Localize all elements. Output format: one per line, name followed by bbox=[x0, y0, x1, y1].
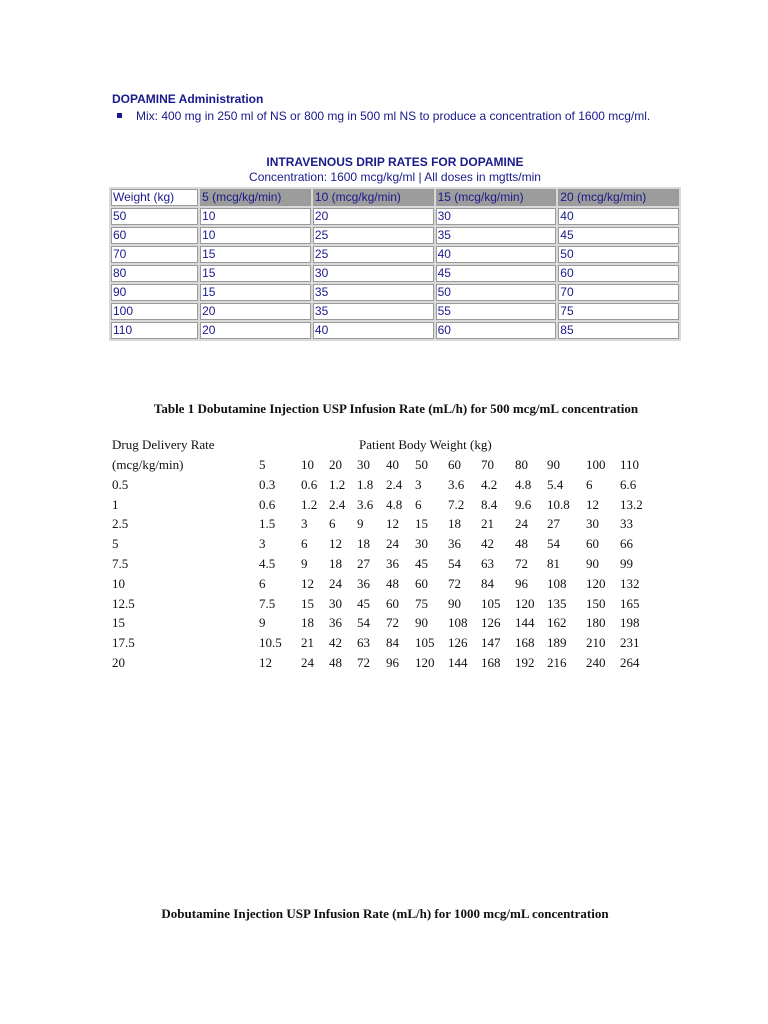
drip-table-header-row bbox=[111, 189, 679, 206]
table-cell: 0.6 bbox=[301, 476, 318, 492]
drip-cell: 110 bbox=[111, 322, 198, 339]
table-cell: 105 bbox=[415, 635, 435, 651]
table-cell: 12 bbox=[259, 654, 272, 670]
drip-header-cell: 20 (mcg/kg/min) bbox=[558, 189, 679, 206]
rate-unit-header: (mcg/kg/min) bbox=[112, 457, 184, 472]
table-cell: 90 bbox=[448, 595, 461, 611]
drip-cell: 45 bbox=[558, 227, 679, 244]
table-cell: 36 bbox=[448, 536, 461, 552]
dopamine-heading: DOPAMINE Administration bbox=[112, 92, 264, 106]
table-cell: 6 bbox=[301, 536, 308, 552]
table-cell: 50 bbox=[415, 457, 428, 472]
rate-label: 17.5 bbox=[112, 635, 135, 651]
table-cell: 99 bbox=[620, 555, 633, 571]
table-cell: 80 bbox=[515, 457, 528, 472]
table-cell: 10.8 bbox=[547, 496, 570, 512]
table-cell: 135 bbox=[547, 595, 567, 611]
drip-cell: 40 bbox=[436, 246, 557, 263]
table-cell: 60 bbox=[386, 595, 399, 611]
table-cell: 63 bbox=[357, 635, 370, 651]
table-cell: 15 bbox=[415, 516, 428, 532]
table-cell: 48 bbox=[386, 575, 399, 591]
table-cell: 189 bbox=[547, 635, 567, 651]
rate-label: 20 bbox=[112, 654, 125, 670]
table-cell: 7.5 bbox=[259, 595, 276, 611]
table-cell: 27 bbox=[357, 555, 370, 571]
table-cell: 9.6 bbox=[515, 496, 532, 512]
table-cell: 10 bbox=[301, 457, 314, 472]
table-cell: 48 bbox=[515, 536, 528, 552]
table-cell: 12 bbox=[301, 575, 314, 591]
table-cell: 110 bbox=[620, 457, 640, 472]
table-cell: 42 bbox=[481, 536, 494, 552]
drip-cell: 20 bbox=[200, 322, 311, 339]
table-row bbox=[111, 246, 679, 263]
table-cell: 30 bbox=[357, 457, 370, 472]
table-cell: 36 bbox=[329, 615, 342, 631]
table-cell: 54 bbox=[357, 615, 370, 631]
drip-cell: 20 bbox=[200, 303, 311, 320]
table-cell: 120 bbox=[586, 575, 606, 591]
drip-table-title: INTRAVENOUS DRIP RATES FOR DOPAMINE bbox=[266, 155, 524, 169]
drip-cell: 85 bbox=[558, 322, 679, 339]
table-cell: 180 bbox=[586, 615, 606, 631]
table-cell: 4.8 bbox=[515, 476, 532, 492]
table-cell: 10.5 bbox=[259, 635, 282, 651]
drip-cell: 50 bbox=[436, 284, 557, 301]
drip-cell: 70 bbox=[111, 246, 198, 263]
table-cell: 72 bbox=[448, 575, 461, 591]
table-cell: 90 bbox=[415, 615, 428, 631]
table-cell: 144 bbox=[448, 654, 468, 670]
table-cell: 18 bbox=[301, 615, 314, 631]
table-cell: 108 bbox=[448, 615, 468, 631]
drip-cell: 50 bbox=[558, 246, 679, 263]
table-cell: 24 bbox=[301, 654, 314, 670]
table-cell: 132 bbox=[620, 575, 640, 591]
table-row bbox=[111, 284, 679, 301]
drip-cell: 45 bbox=[436, 265, 557, 282]
table-row bbox=[111, 322, 679, 339]
drip-cell: 30 bbox=[313, 265, 434, 282]
table-cell: 0.6 bbox=[259, 496, 276, 512]
table-row bbox=[111, 265, 679, 282]
table-cell: 24 bbox=[515, 516, 528, 532]
table-cell: 147 bbox=[481, 635, 501, 651]
table-cell: 36 bbox=[357, 575, 370, 591]
table-cell: 216 bbox=[547, 654, 567, 670]
table-cell: 6 bbox=[586, 476, 593, 492]
rate-label: 5 bbox=[112, 536, 119, 552]
table-cell: 2.4 bbox=[329, 496, 346, 512]
drip-cell: 20 bbox=[313, 208, 434, 225]
table-cell: 45 bbox=[357, 595, 370, 611]
table-cell: 126 bbox=[481, 615, 501, 631]
table-cell: 24 bbox=[386, 536, 399, 552]
table-cell: 168 bbox=[481, 654, 501, 670]
table-cell: 12 bbox=[329, 536, 342, 552]
drip-cell: 15 bbox=[200, 265, 311, 282]
drip-cell: 50 bbox=[111, 208, 198, 225]
table-cell: 21 bbox=[481, 516, 494, 532]
table-cell: 6 bbox=[329, 516, 336, 532]
drip-cell: 70 bbox=[558, 284, 679, 301]
table-cell: 90 bbox=[547, 457, 560, 472]
table1-caption: Table 1 Dobutamine Injection USP Infusion Rate (mL/h) for 500 mcg/mL concentration bbox=[153, 401, 639, 416]
table-cell: 63 bbox=[481, 555, 494, 571]
table-cell: 54 bbox=[547, 536, 560, 552]
drip-cell: 25 bbox=[313, 227, 434, 244]
table-cell: 12 bbox=[386, 516, 399, 532]
dopamine-mix-text: Mix: 400 mg in 250 ml of NS or 800 mg in 500 ml NS to produce a concentration of 1600 mcg/ml. bbox=[136, 109, 651, 123]
table-cell: 9 bbox=[259, 615, 266, 631]
rate-label: 7.5 bbox=[112, 555, 129, 571]
table-cell: 60 bbox=[448, 457, 461, 472]
rate-label: 0.5 bbox=[112, 476, 129, 492]
table-cell: 120 bbox=[515, 595, 535, 611]
table-cell: 66 bbox=[620, 536, 633, 552]
table-cell: 3 bbox=[301, 516, 308, 532]
drip-cell: 75 bbox=[558, 303, 679, 320]
table-cell: 4.8 bbox=[386, 496, 403, 512]
table-cell: 6 bbox=[415, 496, 422, 512]
drip-cell: 35 bbox=[436, 227, 557, 244]
drip-cell: 30 bbox=[436, 208, 557, 225]
table-cell: 5.4 bbox=[547, 476, 564, 492]
drip-cell: 10 bbox=[200, 227, 311, 244]
table-cell: 7.2 bbox=[448, 496, 465, 512]
table-cell: 60 bbox=[415, 575, 428, 591]
table-row bbox=[111, 227, 679, 244]
table-cell: 84 bbox=[386, 635, 399, 651]
table-cell: 30 bbox=[329, 595, 342, 611]
table-cell: 108 bbox=[547, 575, 567, 591]
table-cell: 60 bbox=[586, 536, 599, 552]
table-cell: 264 bbox=[620, 654, 640, 670]
table-cell: 231 bbox=[620, 635, 640, 651]
drip-cell: 35 bbox=[313, 303, 434, 320]
rate-label: 10 bbox=[112, 575, 125, 591]
table-cell: 8.4 bbox=[481, 496, 498, 512]
drip-header-cell: 15 (mcg/kg/min) bbox=[436, 189, 557, 206]
rate-label: 12.5 bbox=[112, 595, 135, 611]
table-cell: 9 bbox=[301, 555, 308, 571]
table-cell: 192 bbox=[515, 654, 535, 670]
table-cell: 150 bbox=[586, 595, 606, 611]
drip-cell: 35 bbox=[313, 284, 434, 301]
drip-cell: 55 bbox=[436, 303, 557, 320]
table-cell: 90 bbox=[586, 555, 599, 571]
table-cell: 24 bbox=[329, 575, 342, 591]
table-cell: 70 bbox=[481, 457, 494, 472]
table-cell: 30 bbox=[586, 516, 599, 532]
table-cell: 20 bbox=[329, 457, 342, 472]
rate-label: 2.5 bbox=[112, 516, 129, 532]
table-cell: 72 bbox=[357, 654, 370, 670]
table-cell: 33 bbox=[620, 516, 633, 532]
table-row bbox=[111, 303, 679, 320]
table-cell: 1.5 bbox=[259, 516, 276, 532]
drip-header-cell: 10 (mcg/kg/min) bbox=[313, 189, 434, 206]
dopamine-drip-table bbox=[109, 187, 681, 341]
drip-cell: 15 bbox=[200, 284, 311, 301]
table-cell: 105 bbox=[481, 595, 501, 611]
table-cell: 6.6 bbox=[620, 476, 637, 492]
table-cell: 1.2 bbox=[329, 476, 346, 492]
table-cell: 18 bbox=[329, 555, 342, 571]
drip-table-subtitle: Concentration: 1600 mcg/kg/ml | All doses in mgtts/min bbox=[249, 170, 541, 184]
drug-delivery-rate-header: Drug Delivery Rate bbox=[112, 437, 215, 452]
table-cell: 5 bbox=[259, 457, 266, 472]
table-cell: 72 bbox=[386, 615, 399, 631]
table-cell: 126 bbox=[448, 635, 468, 651]
table-cell: 30 bbox=[415, 536, 428, 552]
table-cell: 4.5 bbox=[259, 555, 276, 571]
table-cell: 27 bbox=[547, 516, 560, 532]
table-cell: 72 bbox=[515, 555, 528, 571]
table-cell: 54 bbox=[448, 555, 461, 571]
table-cell: 4.2 bbox=[481, 476, 498, 492]
table-cell: 1.2 bbox=[301, 496, 318, 512]
table-cell: 162 bbox=[547, 615, 567, 631]
table-row bbox=[111, 208, 679, 225]
table-cell: 1.8 bbox=[357, 476, 374, 492]
table-cell: 100 bbox=[586, 457, 606, 472]
table-cell: 3.6 bbox=[357, 496, 374, 512]
table-cell: 168 bbox=[515, 635, 535, 651]
table-cell: 9 bbox=[357, 516, 364, 532]
drip-cell: 40 bbox=[558, 208, 679, 225]
drip-cell: 60 bbox=[436, 322, 557, 339]
drip-cell: 25 bbox=[313, 246, 434, 263]
patient-body-weight-header: Patient Body Weight (kg) bbox=[359, 437, 492, 452]
table-cell: 210 bbox=[586, 635, 606, 651]
drip-header-cell: Weight (kg) bbox=[111, 189, 198, 206]
drip-cell: 10 bbox=[200, 208, 311, 225]
table-cell: 2.4 bbox=[386, 476, 403, 492]
table-cell: 36 bbox=[386, 555, 399, 571]
table2-caption: Dobutamine Injection USP Infusion Rate (mL/h) for 1000 mcg/mL concentration bbox=[161, 906, 609, 921]
drip-cell: 90 bbox=[111, 284, 198, 301]
table-cell: 81 bbox=[547, 555, 560, 571]
square-bullet-icon bbox=[117, 113, 122, 118]
drip-cell: 60 bbox=[111, 227, 198, 244]
table-cell: 21 bbox=[301, 635, 314, 651]
table-cell: 15 bbox=[301, 595, 314, 611]
rate-label: 15 bbox=[112, 615, 125, 631]
table-cell: 75 bbox=[415, 595, 428, 611]
drip-cell: 100 bbox=[111, 303, 198, 320]
table-cell: 240 bbox=[586, 654, 606, 670]
table-cell: 42 bbox=[329, 635, 342, 651]
table-cell: 165 bbox=[620, 595, 640, 611]
table-cell: 0.3 bbox=[259, 476, 276, 492]
table-cell: 3.6 bbox=[448, 476, 465, 492]
table-cell: 45 bbox=[415, 555, 428, 571]
drip-header-cell: 5 (mcg/kg/min) bbox=[200, 189, 311, 206]
table-cell: 198 bbox=[620, 615, 640, 631]
table-cell: 18 bbox=[448, 516, 461, 532]
drip-cell: 80 bbox=[111, 265, 198, 282]
dopamine-mix-bullet bbox=[136, 109, 666, 124]
table-cell: 40 bbox=[386, 457, 399, 472]
table-cell: 3 bbox=[415, 476, 422, 492]
table-cell: 48 bbox=[329, 654, 342, 670]
table-cell: 12 bbox=[586, 496, 599, 512]
table-cell: 3 bbox=[259, 536, 266, 552]
drip-cell: 60 bbox=[558, 265, 679, 282]
rate-label: 1 bbox=[112, 496, 119, 512]
table-cell: 96 bbox=[515, 575, 528, 591]
table-cell: 144 bbox=[515, 615, 535, 631]
table-cell: 96 bbox=[386, 654, 399, 670]
table-cell: 6 bbox=[259, 575, 266, 591]
table-cell: 84 bbox=[481, 575, 494, 591]
table-cell: 13.2 bbox=[620, 496, 643, 512]
table-cell: 18 bbox=[357, 536, 370, 552]
table-cell: 120 bbox=[415, 654, 435, 670]
drip-cell: 15 bbox=[200, 246, 311, 263]
drip-cell: 40 bbox=[313, 322, 434, 339]
